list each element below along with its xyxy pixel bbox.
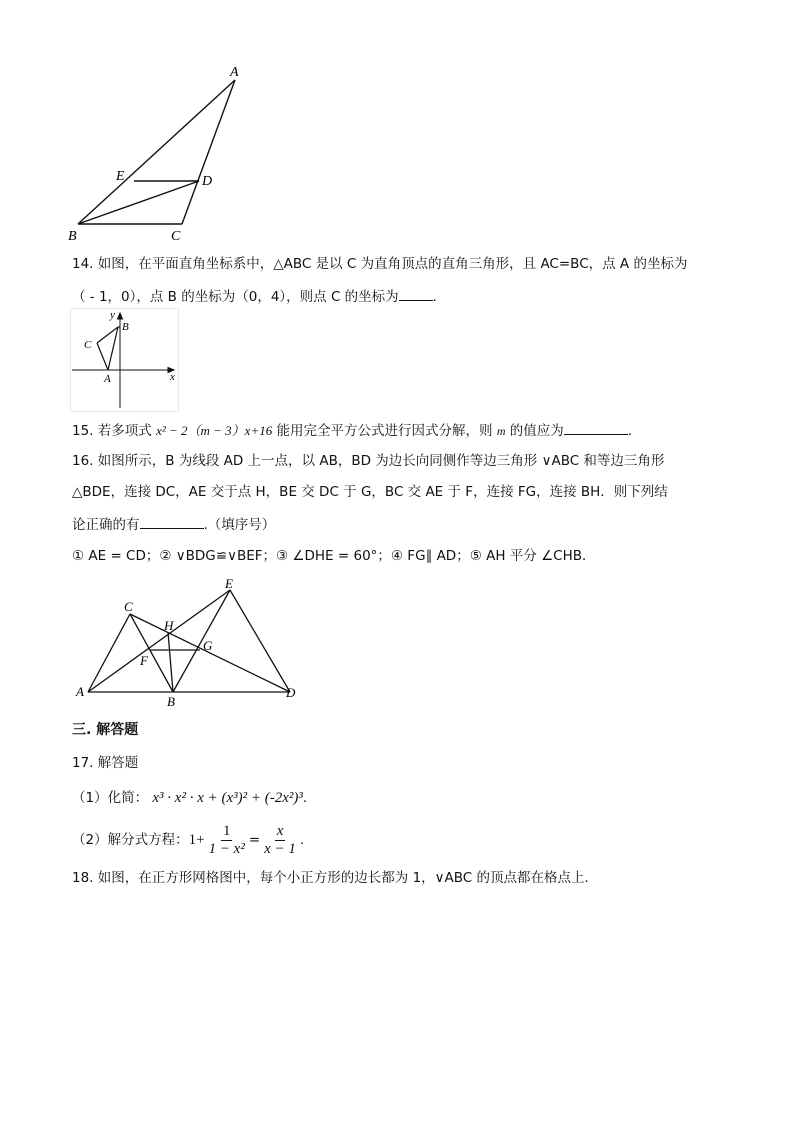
label-B: B	[122, 321, 129, 333]
q14-text-line2: （ - 1，0），点 B 的坐标为（0，4），则点 C 的坐标为	[72, 289, 399, 305]
label-C: C	[124, 599, 133, 614]
q15-mid: 能用完全平方公式进行因式分解，则	[276, 423, 493, 439]
label-C: C	[84, 339, 92, 351]
segment-AB	[78, 80, 235, 224]
label-F: F	[140, 653, 148, 668]
q14-diagram	[70, 308, 180, 412]
fraction-left-denominator: 1 − x²	[208, 840, 245, 857]
fraction-right-denominator: x − 1	[264, 840, 296, 857]
q17-number: 17.	[72, 755, 94, 771]
label-H: H	[164, 618, 174, 633]
q14-line1	[72, 254, 687, 274]
q17-part1	[72, 788, 307, 808]
q18-number: 18.	[72, 870, 94, 886]
q17-part2-period: .	[299, 832, 305, 848]
fraction-left	[207, 823, 247, 858]
label-C: C	[171, 229, 181, 244]
q17-part1-label: （1）化简：	[72, 790, 149, 806]
q16-text-line1: 如图所示，B 为线段 AD 上一点，以 AB，BD 为边长向同侧作等边三角形 ∨ABC 和等边三角形	[97, 453, 665, 469]
q14-period: .	[432, 289, 437, 305]
fraction-right-numerator: x	[276, 822, 284, 839]
q16-line2	[72, 482, 668, 502]
label-B: B	[167, 694, 175, 709]
q16-text-line3: 论正确的有	[72, 517, 140, 533]
q17-heading	[72, 753, 138, 773]
q16-line3	[72, 514, 275, 535]
q17-part1-period: .	[302, 790, 308, 806]
q15-number: 15.	[72, 423, 94, 439]
q15-post: 的值应为	[509, 423, 564, 439]
q15-variable-m: m	[496, 424, 506, 438]
label-G: G	[203, 638, 213, 653]
segment-BD	[78, 181, 199, 224]
q17-part2	[72, 818, 304, 862]
q14-answer-blank	[399, 286, 433, 301]
segment-AC	[182, 80, 235, 224]
label-E: E	[225, 576, 233, 591]
label-A: A	[230, 65, 239, 80]
q16-answer-blank	[140, 514, 204, 529]
section-title: 三. 解答题	[72, 722, 139, 738]
label-E: E	[116, 169, 125, 184]
q14-text-line1: 如图，在平面直角坐标系中，△ABC 是以 C 为直角顶点的直角三角形，且 AC=BC，点 A 的坐标为	[97, 256, 688, 272]
axis-label-y: y	[110, 309, 115, 321]
label-B: B	[68, 229, 77, 244]
q15-answer-blank	[564, 420, 628, 435]
equals-sign: =	[248, 832, 261, 848]
q18-line	[72, 868, 598, 888]
q15-expression: x² − 2（m − 3）x+16	[156, 423, 273, 438]
q16-text-line3-end: .（填序号）	[203, 517, 276, 533]
q17-part2-lead: 1+	[188, 832, 205, 848]
q17-part1-expression: x³ · x² · x + (x³)² + (-2x²)³	[152, 790, 303, 806]
fraction-right	[262, 823, 298, 858]
q16-statements: ① AE = CD；② ∨BDG≌∨BEF；③ ∠DHE = 60°；④ FG∥ AD；⑤ AH 平分 ∠CHB．	[72, 548, 596, 564]
fig13-diagram	[60, 60, 260, 245]
q15-period: .	[627, 423, 633, 439]
q14-line2	[72, 286, 437, 307]
axis-label-x: x	[170, 371, 175, 383]
q16-diagram	[70, 574, 310, 710]
label-A: A	[104, 373, 111, 385]
y-axis-arrow	[118, 313, 123, 319]
q18-text: 如图，在正方形网格图中，每个小正方形的边长都为 1，∨ABC 的顶点都在格点上．	[97, 870, 599, 886]
q15-pre: 若多项式	[97, 423, 152, 439]
label-D: D	[286, 685, 296, 700]
q14-number: 14.	[72, 256, 94, 272]
q16-number: 16.	[72, 453, 94, 469]
label-A: A	[76, 684, 84, 699]
q16-line1	[72, 451, 664, 471]
q16-text-line2: △BDE，连接 DC，AE 交于点 H，BE 交 DC 于 G，BC 交 AE 于 F，连接 FG，连接 BH．则下列结	[72, 484, 668, 500]
q15-line	[72, 420, 632, 441]
q16-line4	[72, 546, 596, 566]
label-D: D	[202, 174, 213, 189]
fraction-left-numerator: 1	[222, 822, 231, 839]
q17-part2-label: （2）解分式方程：	[72, 832, 189, 848]
q17-title: 解答题	[97, 755, 139, 771]
